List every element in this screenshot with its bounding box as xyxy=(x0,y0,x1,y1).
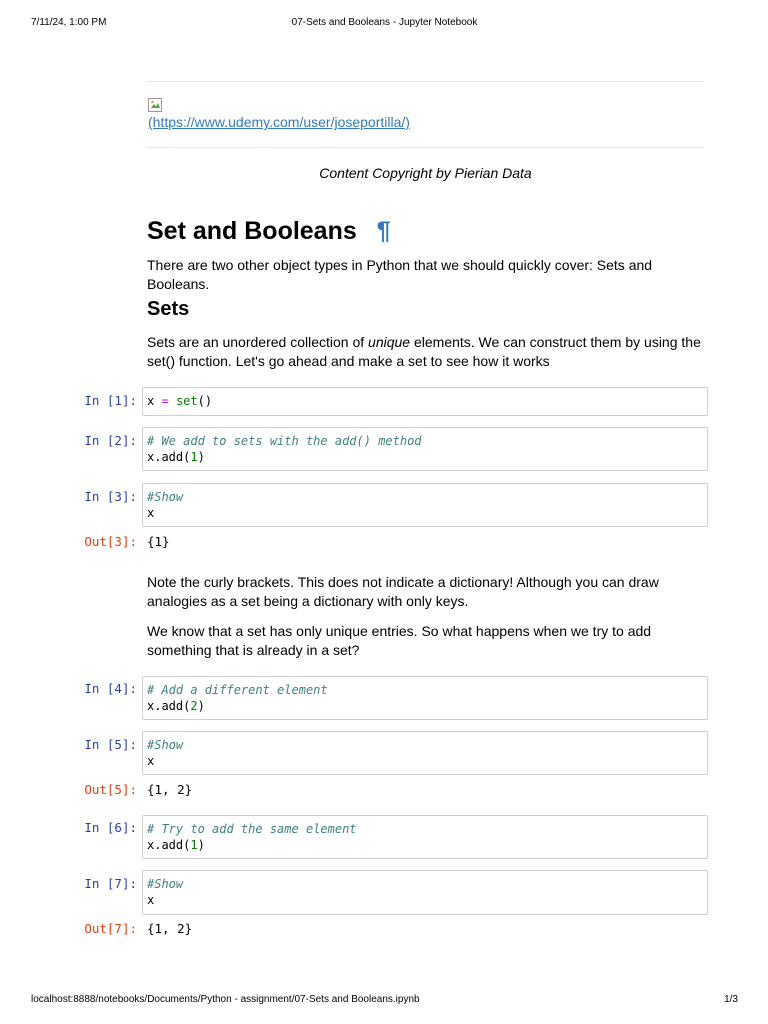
print-url: localhost:8888/notebooks/Documents/Python - assignment/07-Sets and Booleans.ipynb xyxy=(31,994,420,1005)
code-token: x xyxy=(147,506,155,520)
code-comment: # We add to sets with the add() method xyxy=(147,434,422,448)
note-text: Note the curly brackets. This does not indicate a dictionary! Although you can draw analogies as a set being a dictionary with only keys. xyxy=(147,574,659,609)
intro-text: There are two other object types in Python that we should quickly cover: Sets and Booleans. xyxy=(147,257,653,292)
code-cell[interactable] xyxy=(142,427,708,471)
code-content xyxy=(143,677,707,719)
output-prompt: Out[3]: xyxy=(84,534,137,549)
code-content xyxy=(143,871,707,913)
divider-bottom xyxy=(147,147,704,148)
page-title-text: Set and Booleans xyxy=(147,217,357,245)
sets-heading: Sets xyxy=(147,298,190,320)
sets-description xyxy=(147,333,707,371)
code-comment: #Show xyxy=(147,877,184,891)
divider-top xyxy=(147,81,704,82)
code-cell[interactable] xyxy=(142,483,708,527)
copyright-text: Content Copyright by Pierian Data xyxy=(319,165,532,181)
code-comment: #Show xyxy=(147,490,184,504)
code-comment: # Add a different element xyxy=(147,683,328,697)
code-cell[interactable] xyxy=(142,815,708,859)
page-title xyxy=(147,214,391,248)
sets-desc-part1: Sets are an unordered collection of xyxy=(147,334,369,350)
code-cell[interactable] xyxy=(142,676,708,720)
output-prompt: Out[5]: xyxy=(84,782,137,797)
print-footer xyxy=(31,994,738,1008)
code-cell[interactable] xyxy=(142,387,708,416)
code-comment: # Try to add the same element xyxy=(147,822,357,836)
code-cell[interactable] xyxy=(142,870,708,915)
input-prompt: In [2]: xyxy=(84,433,137,448)
code-content xyxy=(143,816,707,858)
code-comment: #Show xyxy=(147,738,184,752)
cell-output: {1, 2} xyxy=(147,921,193,936)
cell-output: {1} xyxy=(147,534,170,549)
output-prompt: Out[7]: xyxy=(84,921,137,936)
input-prompt: In [4]: xyxy=(84,681,137,696)
code-number: 1 xyxy=(190,450,198,464)
code-token: x xyxy=(147,754,155,768)
code-token: set xyxy=(175,394,198,408)
code-token: x xyxy=(147,394,155,408)
input-prompt: In [7]: xyxy=(84,876,137,891)
anchor-link-icon[interactable]: ¶ xyxy=(376,217,391,245)
broken-image-icon xyxy=(148,98,162,112)
code-number: 1 xyxy=(190,838,198,852)
print-header xyxy=(31,17,738,31)
code-content xyxy=(143,428,707,470)
print-date: 7/11/24, 1:00 PM xyxy=(31,17,107,28)
code-token: ) xyxy=(197,838,205,852)
code-token: x.add( xyxy=(147,450,191,464)
input-prompt: In [5]: xyxy=(84,737,137,752)
page-number: 1/3 xyxy=(724,994,738,1005)
input-prompt: In [1]: xyxy=(84,393,137,408)
print-title: 07-Sets and Booleans - Jupyter Notebook xyxy=(291,17,478,28)
input-prompt: In [6]: xyxy=(84,820,137,835)
udemy-link[interactable]: (https://www.udemy.com/user/joseportilla/) xyxy=(148,114,410,130)
code-cell[interactable] xyxy=(142,731,708,775)
code-content xyxy=(143,388,707,414)
sets-desc-emphasis: unique xyxy=(368,334,411,350)
code-content xyxy=(143,732,707,774)
sets-desc-part2: elements. We can construct them by using the set() function. Let's go ahead and make a set to see how it works xyxy=(147,334,701,369)
code-token: ) xyxy=(197,450,205,464)
code-token: ) xyxy=(197,699,205,713)
code-token: x xyxy=(147,893,155,907)
input-prompt: In [3]: xyxy=(84,489,137,504)
code-token: () xyxy=(197,394,213,408)
code-number: 2 xyxy=(190,699,198,713)
code-token: x.add( xyxy=(147,838,191,852)
code-token: x.add( xyxy=(147,699,191,713)
unique-text: We know that a set has only unique entries. So what happens when we try to add something that is already in a set? xyxy=(147,623,652,658)
code-content xyxy=(143,484,707,526)
code-token: = xyxy=(161,394,169,408)
cell-output: {1, 2} xyxy=(147,782,193,797)
